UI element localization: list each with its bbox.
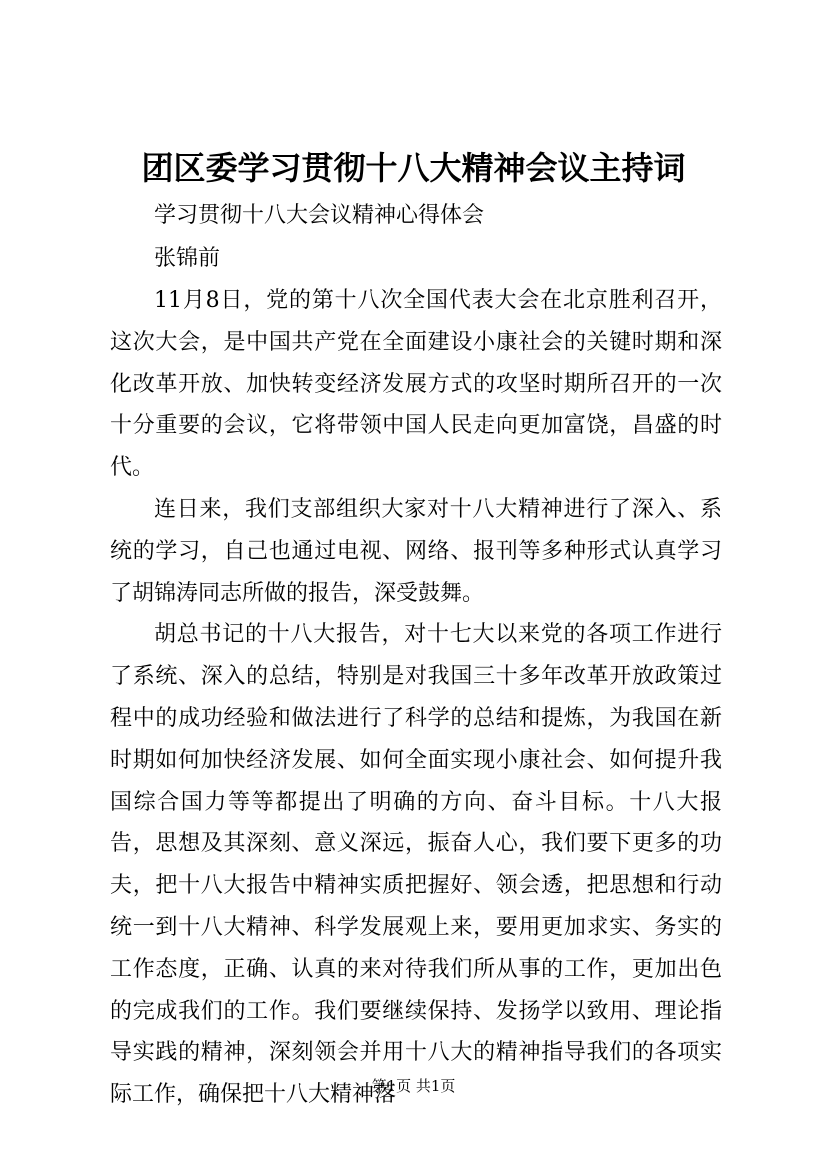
page-footer: 第1页 共1页 <box>371 1077 456 1095</box>
body-paragraph: 胡总书记的十八大报告，对十七大以来党的各项工作进行了系统、深入的总结，特别是对我国三十多年改革开放政策过程中的成功经验和做法进行了科学的总结和提炼，为我国在新时期如何加快经济发展、如何全面实现小康社会、如何提升我国综合国力等等都提出了明确的方向、奋斗目标。十八大报告，思想及其深刻、意义深远，振奋人心，我们要下更多的功夫，把十八大报告中精神实质把握好、领会透，把思想和行动统一到十八大精神、科学发展观上来，要用更加求实、务实的工作态度，正确、认真的来对待我们所从事的工作，更加出色的完成我们的工作。我们要继续保持、发扬学以致用、理论指导实践的精神，深刻领会并用十八大的精神指导我们的各项实际工作，确保把十八大精神落 <box>110 622 722 1108</box>
body-paragraph: 连日来，我们支部组织大家对十八大精神进行了深入、系统的学习，自己也通过电视、网络、报刊等多种形式认真学习了胡锦涛同志所做的报告，深受鼓舞。 <box>110 496 722 606</box>
body-paragraph: 11月8日，党的第十八次全国代表大会在北京胜利召开，这次大会，是中国共产党在全面建设小康社会的关键时期和深化改革开放、加快转变经济发展方式的攻坚时期所召开的一次十分重要的会议，它将带领中国人民走向更加富饶，昌盛的时代。 <box>110 288 722 481</box>
document-author: 张锦前 <box>154 246 221 271</box>
document-body <box>110 280 722 1116</box>
document-subtitle: 学习贯彻十八大会议精神心得体会 <box>154 203 485 228</box>
document-title: 团区委学习贯彻十八大精神会议主持词 <box>141 149 686 187</box>
author-line <box>110 238 722 280</box>
subtitle-line <box>110 195 722 237</box>
